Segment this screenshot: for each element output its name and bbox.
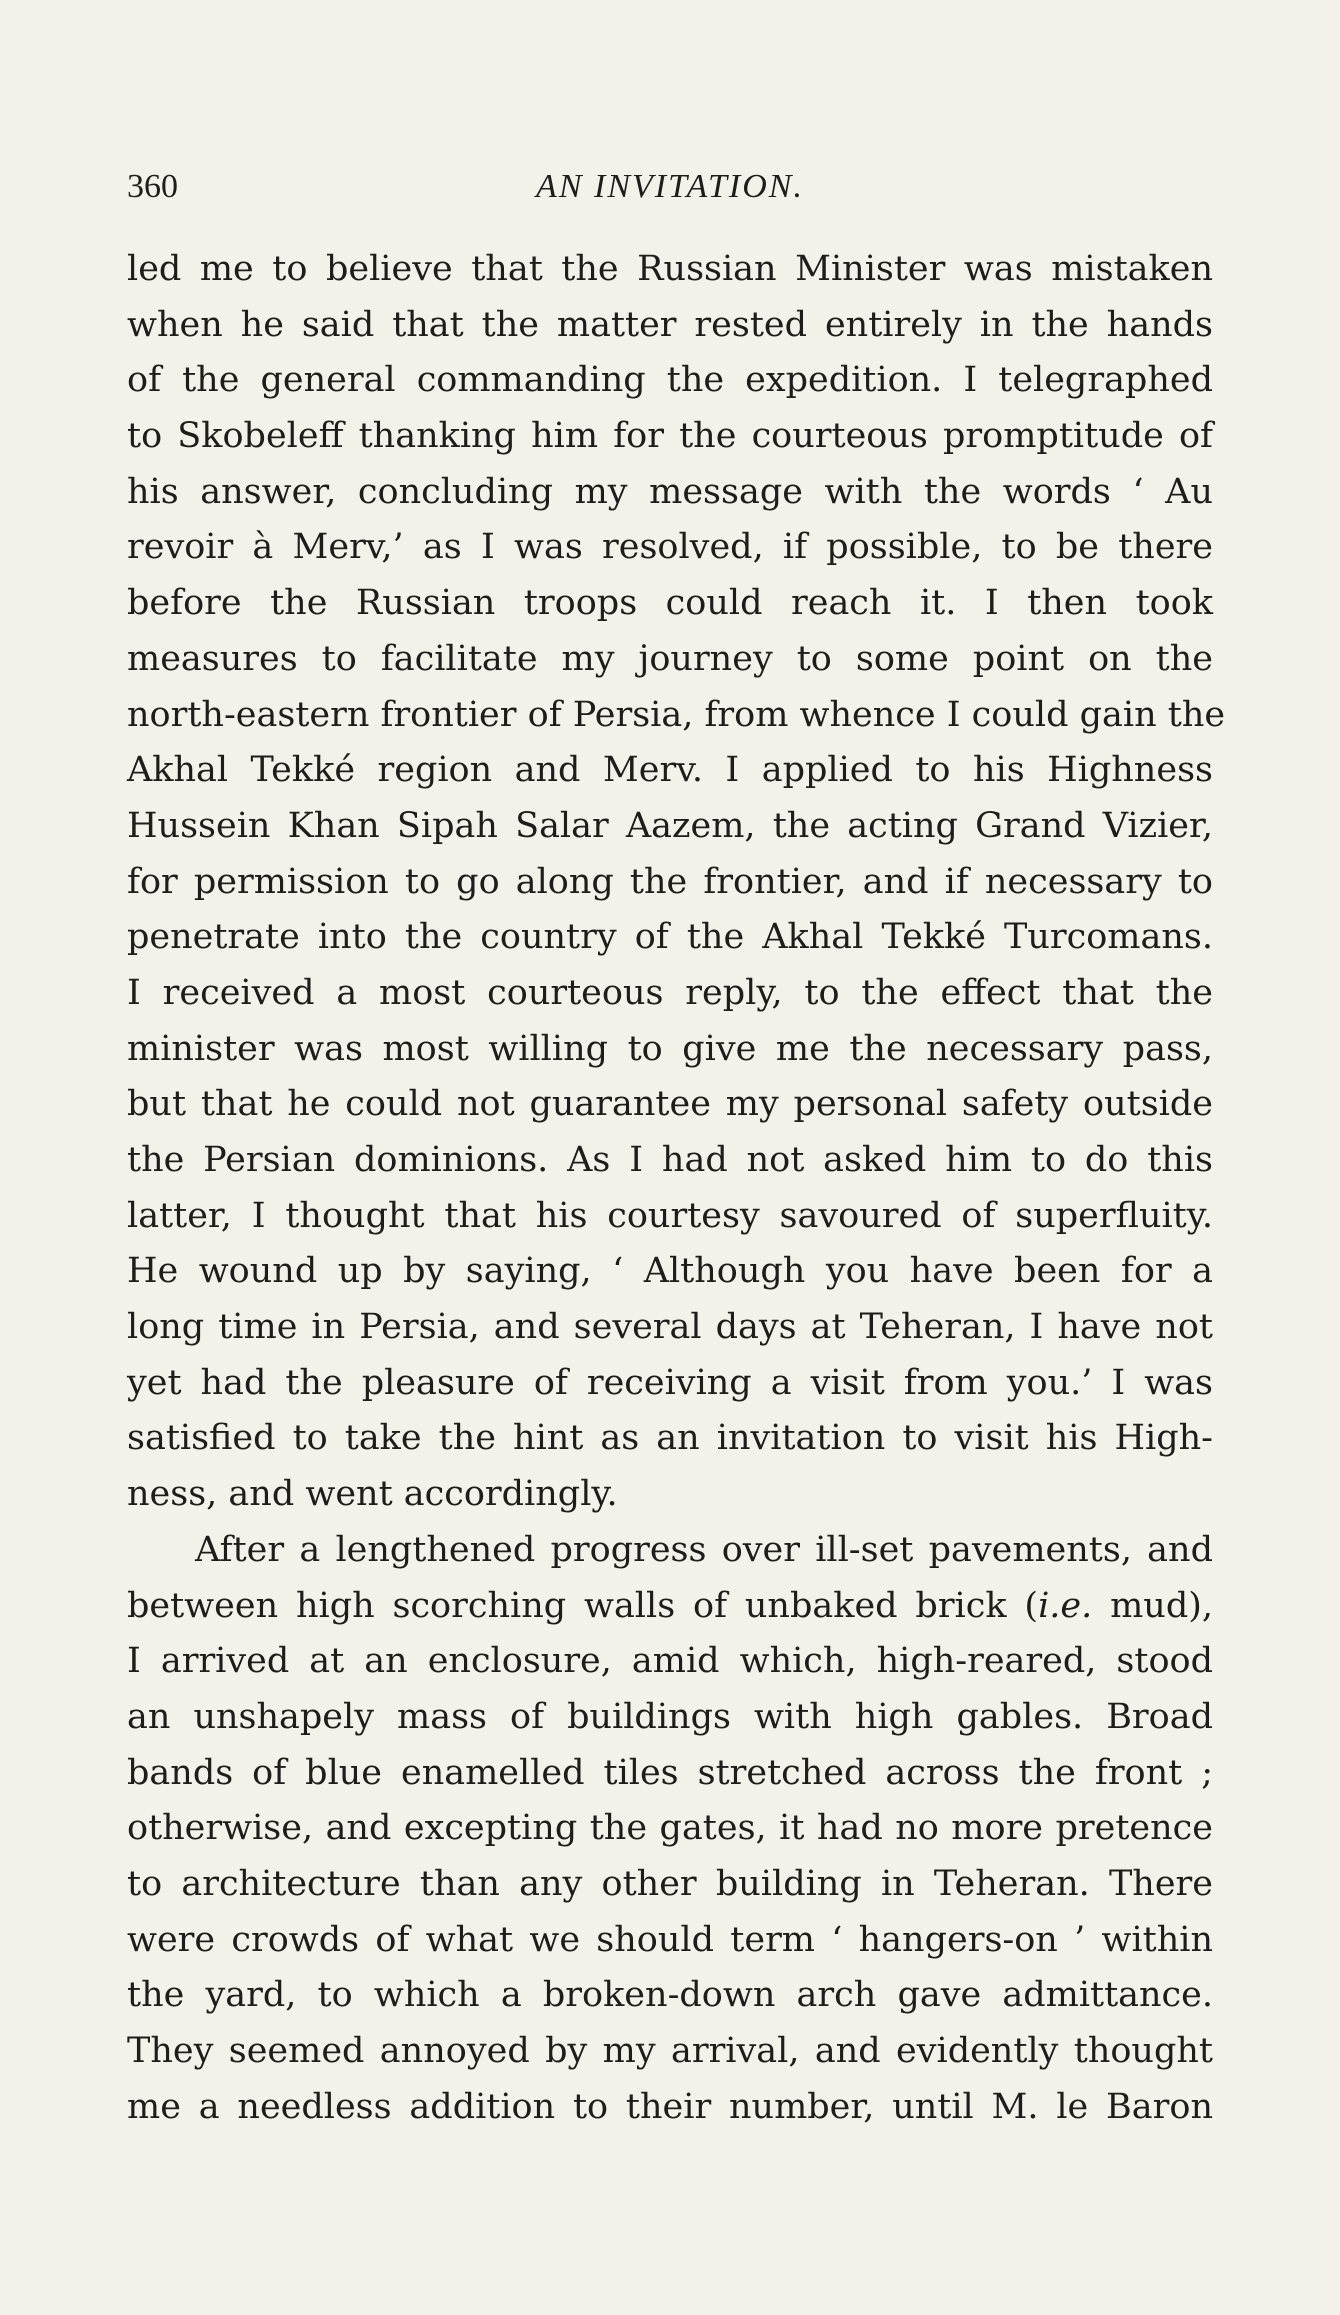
text-line: latter, I thought that his courtesy savoured of superfluity. xyxy=(127,1195,1213,1236)
text-line: long time in Persia, and several days at Teheran, I have not xyxy=(127,1307,1213,1348)
text-line: but that he could not guarantee my personal safety outside xyxy=(127,1084,1213,1125)
text-line: for permission to go along the frontier, and if necessary to xyxy=(127,861,1213,902)
paragraph xyxy=(127,1523,1213,2136)
text-line: After a lengthened progress over ill-set pavements, and xyxy=(195,1529,1213,1570)
running-title: AN INVITATION. xyxy=(536,168,804,205)
text-line: measures to facilitate my journey to some point on the xyxy=(127,638,1213,679)
text-line: the yard, to which a broken-down arch gave admittance. xyxy=(127,1975,1213,2016)
text-line: were crowds of what we should term ‘ hangers-on ’ within xyxy=(127,1919,1213,1960)
text-line: minister was most willing to give me the necessary pass, xyxy=(127,1028,1213,1069)
text-line: revoir à Merv,’ as I was resolved, if possible, to be there xyxy=(127,527,1213,568)
text-line: Hussein Khan Sipah Salar Aazem, the acting Grand Vizier, xyxy=(127,805,1213,846)
text-line: the Persian dominions. As I had not asked him to do this xyxy=(127,1140,1213,1180)
text-line: satisfied to take the hint as an invitation to visit his High- xyxy=(127,1418,1213,1459)
text-line: He wound up by saying, ‘ Although you have been for a xyxy=(127,1251,1213,1292)
text-line: penetrate into the country of the Akhal Tekké Turcomans. xyxy=(127,917,1213,958)
paragraph xyxy=(127,242,1226,1523)
text-line: of the general commanding the expedition. I telegraphed xyxy=(127,360,1213,401)
text-line: his answer, concluding my message with the words ‘ Au xyxy=(127,471,1213,512)
text-line: led me to believe that the Russian Minister was mistaken xyxy=(127,249,1213,289)
text-line: otherwise, and excepting the gates, it had no more pretence xyxy=(127,1808,1213,1849)
text-line: Akhal Tekké region and Merv. I applied to his Highness xyxy=(127,750,1213,791)
text-line: me a needless addition to their number, until M. le Baron xyxy=(127,2086,1213,2127)
text-line: bands of blue enamelled tiles stretched across the front ; xyxy=(127,1752,1213,1793)
text-line: when he said that the matter rested entirely in the hands xyxy=(127,304,1213,345)
text-line: north-eastern frontier of Persia, from whence I could gain the xyxy=(127,694,1226,735)
text-line: I arrived at an enclosure, amid which, high-reared, stood xyxy=(127,1641,1213,1682)
text-line: an unshapely mass of buildings with high gables. Broad xyxy=(127,1696,1213,1737)
page-number: 360 xyxy=(127,168,178,205)
text-line: ness, and went accordingly. xyxy=(127,1474,618,1515)
page-header xyxy=(127,168,1213,216)
text-line: between high scorching walls of unbaked brick (i.e. mud), xyxy=(127,1585,1213,1626)
body-text xyxy=(127,242,1226,2135)
text-line: to Skobeleff thanking him for the courteous promptitude of xyxy=(127,416,1213,457)
text-line: I received a most courteous reply, to the effect that the xyxy=(127,972,1213,1013)
text-line: to architecture than any other building in Teheran. There xyxy=(127,1863,1213,1904)
text-line: before the Russian troops could reach it. I then took xyxy=(127,583,1213,624)
text-line: They seemed annoyed by my arrival, and evidently thought xyxy=(127,2031,1213,2071)
text-line: yet had the pleasure of receiving a visit from you.’ I was xyxy=(127,1362,1213,1403)
